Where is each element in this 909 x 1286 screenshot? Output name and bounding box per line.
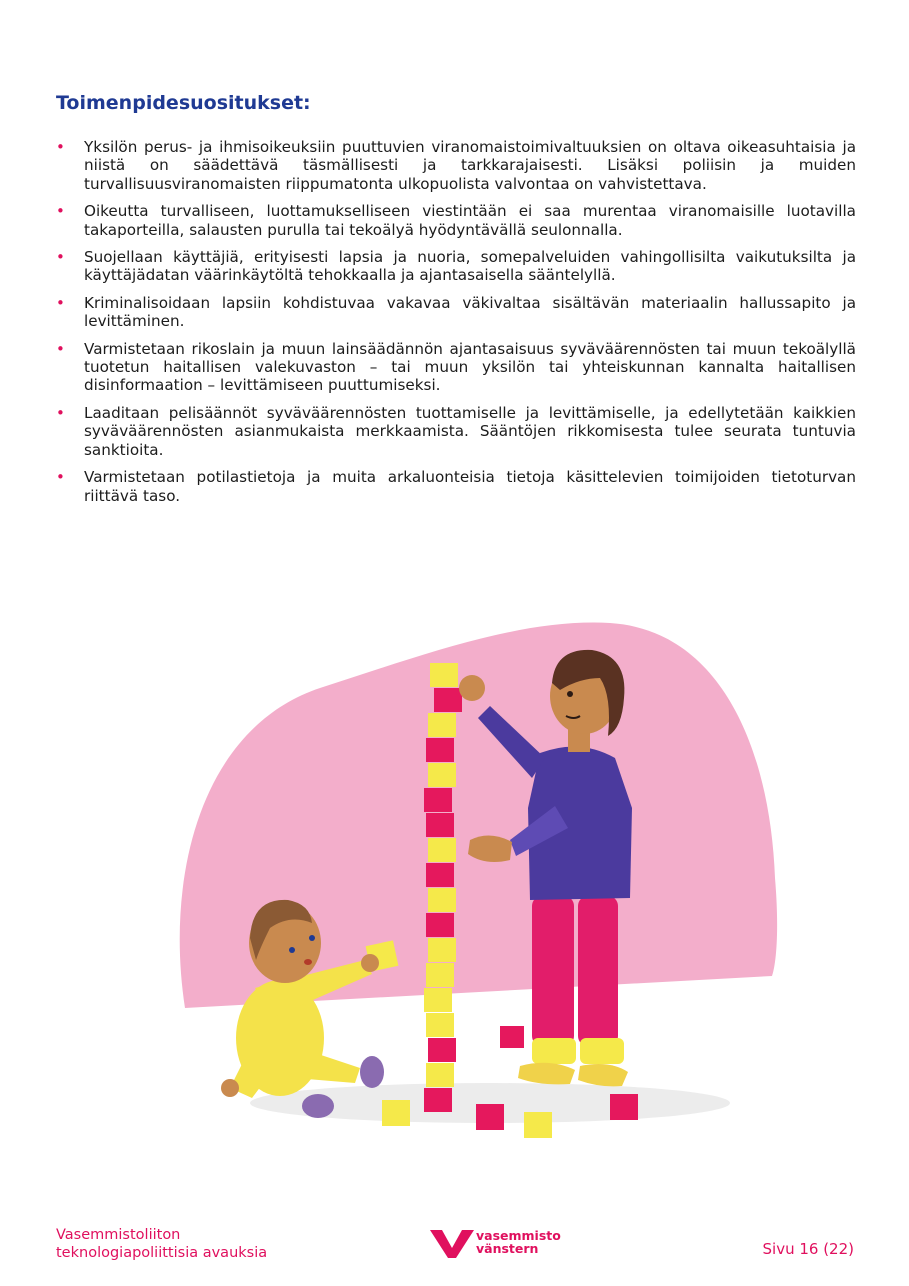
footer-org-name: Vasemmistoliiton	[56, 1227, 181, 1243]
bullet-icon: •	[56, 202, 65, 221]
recommendations-list	[56, 138, 856, 514]
list-item	[56, 404, 856, 459]
list-item-text: Laaditaan pelisäännöt syväväärennösten tuottamiselle ja levittämiselle, ja edellytetään kaikkien syväväärennösten asianmukaista merkkaamista. Sääntöjen rikkomisesta tulee seurata tuntuvia sanktioita.	[84, 403, 856, 459]
logo-chevron-icon	[430, 1224, 474, 1260]
list-item	[56, 294, 856, 331]
bullet-icon: •	[56, 138, 65, 156]
list-item-text: Oikeutta turvalliseen, luottamukselliseen viestintään ei saa murentaa viranomaisille luotavilla takaporteilla, salausten purulla tai tekoälyä hyödyntävällä seulonnalla.	[84, 202, 856, 239]
list-item-text: Suojellaan käyttäjiä, erityisesti lapsia ja nuoria, somepalveluiden vahingollisilta vaikutuksilta ja käyttäjädatan väärinkäytöltä tehokkaalla ja ajantasaisella sääntelyllä.	[84, 248, 856, 285]
loose-block	[500, 1026, 524, 1048]
loose-block	[382, 1100, 410, 1126]
list-item	[56, 248, 856, 285]
children-playing-illustration	[160, 578, 800, 1142]
page-number: Sivu 16 (22)	[762, 1240, 854, 1258]
loose-block	[524, 1112, 552, 1138]
bullet-icon: •	[56, 403, 65, 422]
bullet-icon: •	[56, 339, 65, 358]
list-item-text: Yksilön perus- ja ihmisoikeuksiin puuttuvien viranomaistoimivaltuuksien on oltava oikeasuhtaisia ja niistä on säädettävä täsmällisesti ja tarkkarajaisesti. Lisäksi poliisin ja muiden turvallisuusviranomaisten riippumatonta ulkopuolista valvontaa on vahvistettava.	[84, 138, 856, 193]
loose-block	[610, 1094, 638, 1120]
loose-block	[476, 1104, 504, 1130]
bullet-icon: •	[56, 468, 65, 487]
section-heading: Toimenpidesuositukset:	[56, 92, 311, 114]
party-logo	[430, 1224, 561, 1260]
list-item-text: Varmistetaan rikoslain ja muun lainsäädännön ajantasaisuus syväväärennösten tai muun tekoälyllä tuotetun haitallisen valekuvaston – tai muun yksilön tai yhteiskunnan kannalta haitallisen disinformaation – levittämiseen puuttumiseksi.	[84, 339, 856, 395]
list-item-text: Kriminalisoidaan lapsiin kohdistuvaa vakavaa väkivaltaa sisältävän materiaalin hallussapito ja levittäminen.	[84, 293, 856, 331]
list-item	[56, 468, 856, 505]
logo-wordmark-fi: vasemmisto	[476, 1228, 561, 1243]
bullet-icon: •	[56, 293, 65, 312]
list-item	[56, 340, 856, 395]
bullet-icon: •	[56, 248, 65, 267]
list-item	[56, 202, 856, 239]
list-item-text: Varmistetaan potilastietoja ja muita arkaluonteisia tietoja käsittelevien toimijoiden tietoturvan riittävä taso.	[84, 468, 856, 505]
footer-publication	[56, 1226, 267, 1262]
list-item	[56, 138, 856, 193]
logo-wordmark-sv: vänstern	[476, 1241, 539, 1256]
footer-doc-title: teknologiapoliittisia avauksia	[56, 1245, 268, 1261]
